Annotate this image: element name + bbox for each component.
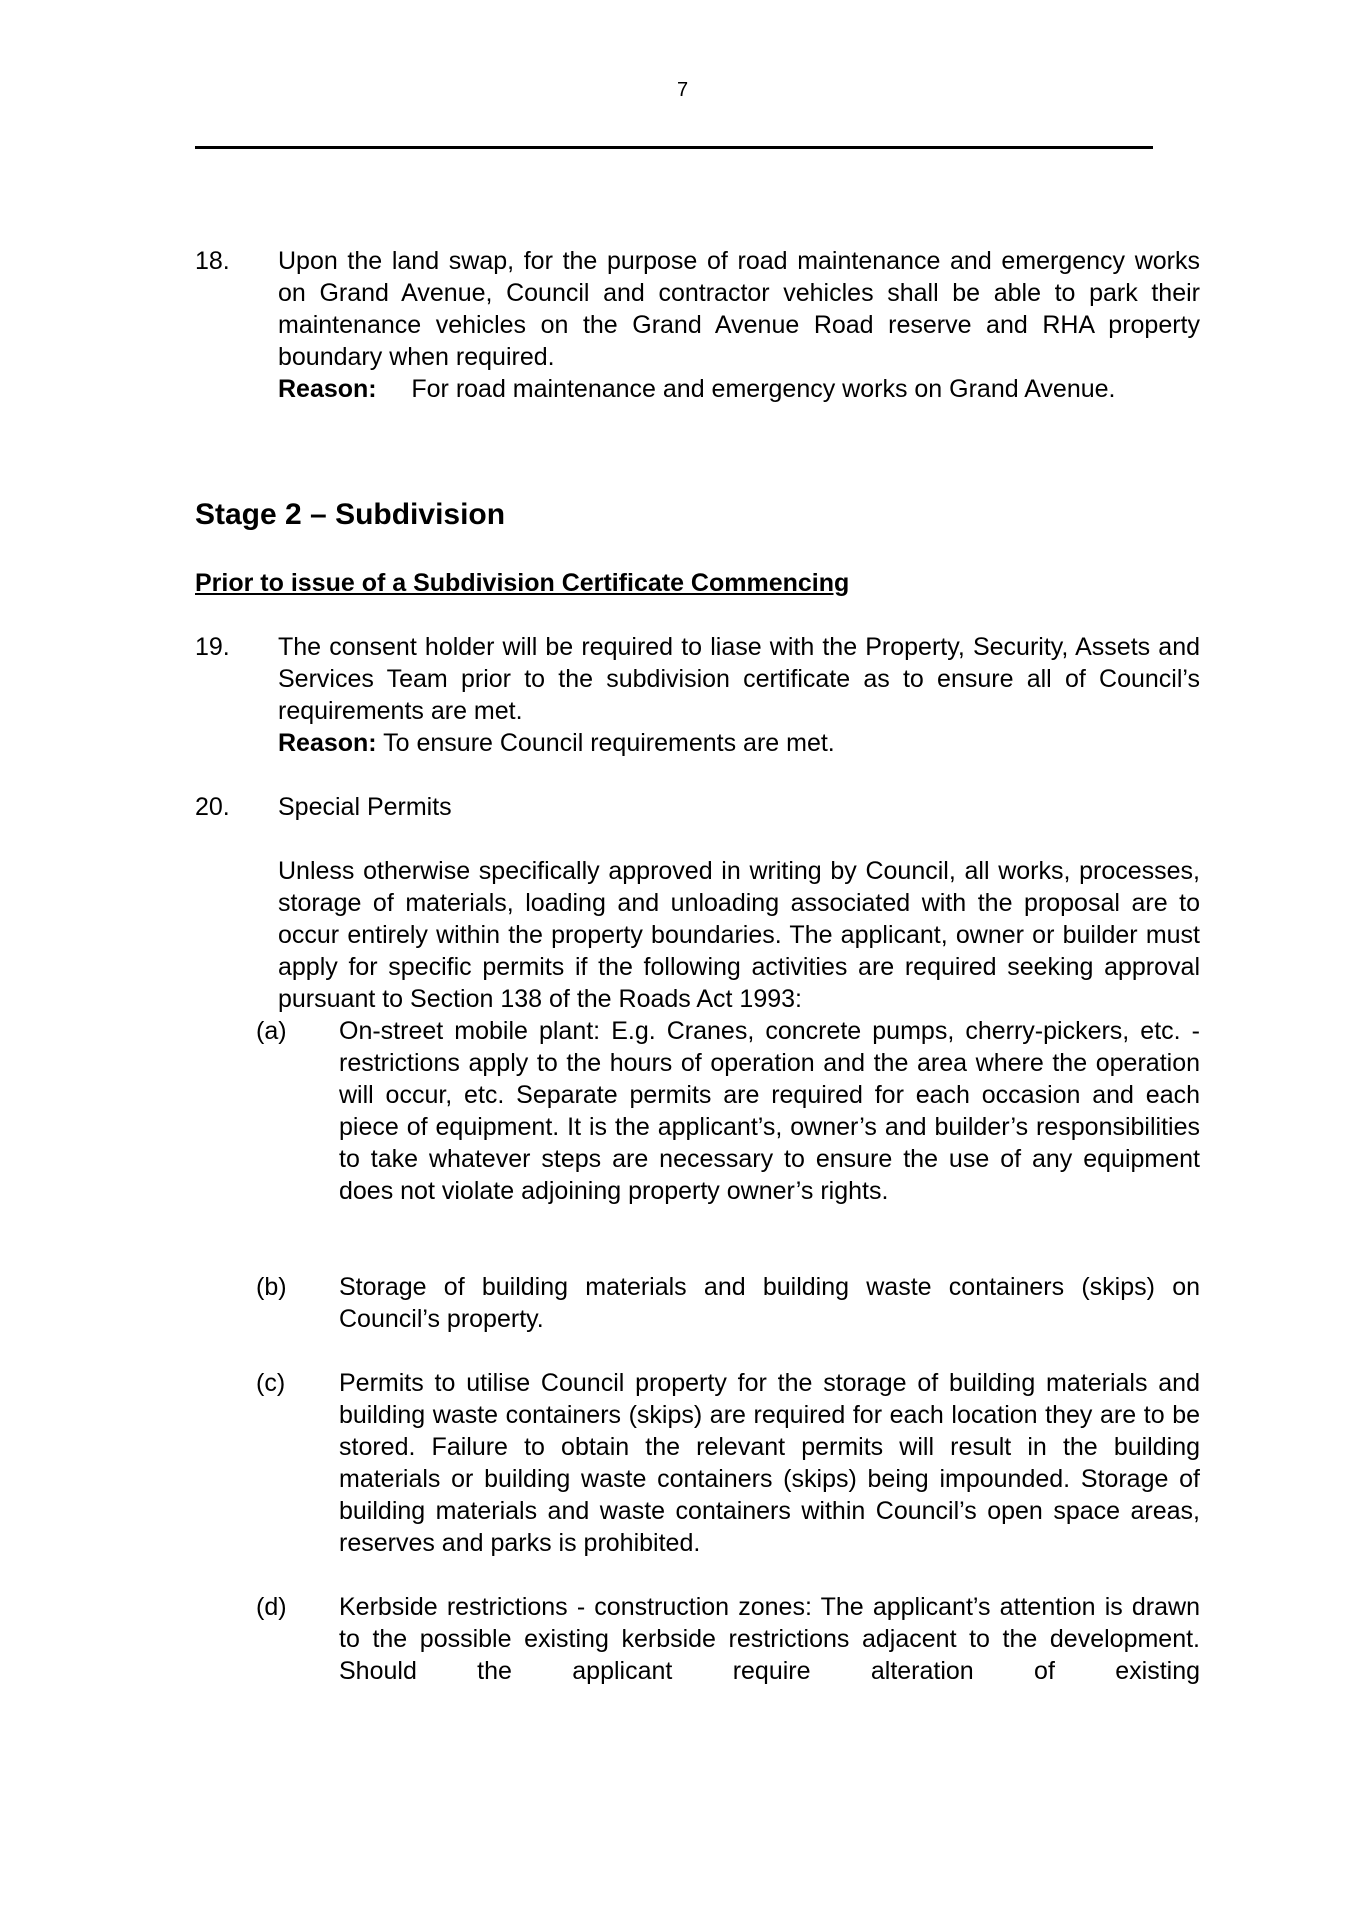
subitem-label: (c) [256,1369,286,1397]
header-rule [195,146,1153,149]
condition-reason [278,727,1200,759]
section-heading: Stage 2 – Subdivision [195,498,506,531]
condition-number: 20. [195,793,230,821]
reason-label: Reason: [278,729,377,757]
reason-text: For road maintenance and emergency works on Grand Avenue. [411,375,1116,403]
condition-title: Special Permits [278,793,452,821]
subitem-label: (b) [256,1273,287,1301]
condition-reason [278,373,1200,405]
subitem-label: (a) [256,1017,287,1045]
section-subheading: Prior to issue of a Subdivision Certificate Commencing [195,569,850,597]
reason-label: Reason: [278,375,377,403]
subitem-label: (d) [256,1593,287,1621]
condition-number: 19. [195,633,230,661]
subitem-text: Storage of building materials and building waste containers (skips) on Council’s property. [339,1273,1200,1333]
condition-text: Upon the land swap, for the purpose of road maintenance and emergency works on Grand Avenue, Council and contractor vehicles shall be able to park their maintenance vehicles on the Grand Avenue Road reserve and RHA property boundary when required. [278,247,1200,371]
condition-text: The consent holder will be required to liase with the Property, Security, Assets and Services Team prior to the subdivision certificate as to ensure all of Council’s requirements are met. [278,633,1200,725]
reason-text: To ensure Council requirements are met. [383,729,835,757]
subitem-text: On-street mobile plant: E.g. Cranes, concrete pumps, cherry-pickers, etc. - restrictions apply to the hours of operation and the area where the operation will occur, etc. Separate permits are required for each occasion and each piece of equipment. It is the applicant’s, owner’s and builder’s responsibilities to take whatever steps are necessary to ensure the use of any equipment does not violate adjoining property owner’s rights. [339,1017,1200,1205]
condition-number: 18. [195,247,230,275]
subitem-text: Kerbside restrictions - construction zones: The applicant’s attention is drawn to the possible existing kerbside restrictions adjacent to the development. Should the applicant require alteration of existing [339,1593,1200,1685]
page-number: 7 [676,79,689,101]
condition-intro: Unless otherwise specifically approved in writing by Council, all works, processes, storage of materials, loading and unloading associated with the proposal are to occur entirely within the property boundaries. The applicant, owner or builder must apply for specific permits if the following activities are required seeking approval pursuant to Section 138 of the Roads Act 1993: [278,857,1200,1013]
subitem-text: Permits to utilise Council property for the storage of building materials and building waste containers (skips) are required for each location they are to be stored. Failure to obtain the relevant permits will result in the building materials or building waste containers (skips) being impounded. Storage of building materials and waste containers within Council’s open space areas, reserves and parks is prohibited. [339,1369,1200,1557]
